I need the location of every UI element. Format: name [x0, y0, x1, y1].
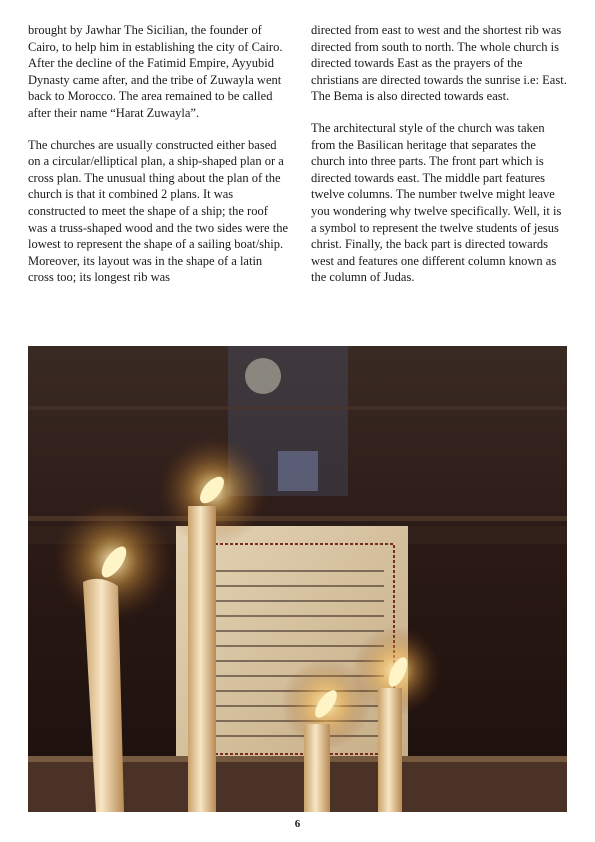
left-paragraph-2: The churches are usually constructed either based on a circular/elliptical plan, a ship-shaped plan or a cross plan. The unusual thing about the plan of the church is that it combined 2 plans. It was constructed to meet the shape of a ship; the roof was a truss-shaped wood and the two sides were the lowest to represent the shape of a sailing boat/ship. Moreover, its layout was in the shape of a latin cross too; its longest rib was	[28, 137, 289, 285]
right-paragraph-1: directed from east to west and the shortest rib was directed from south to north. The whole church is directed towards East as the prayers of the christians are directed towards the sunrise i.e: East. The Bema is also directed towards east.	[311, 23, 567, 104]
candles-photo	[28, 346, 567, 812]
left-paragraph-1: brought by Jawhar The Sicilian, the founder of Cairo, to help him in establishing the city of Cairo. After the decline of the Fatimid Empire, Ayyubid Dynasty came after, and the tribe of Zuwayla went back to Morocco. The area remained to be called after their name “Harat Zuwayla”.	[28, 23, 283, 120]
page-number: 6	[294, 818, 301, 830]
right-paragraph-2: The architectural style of the church was taken from the Basilican heritage that separates the church into three parts. The front part which is directed towards east. The middle part features twelve columns. The number twelve might leave you wondering why twelve specifically. Well, it is a symbol to represent the twelve students of jesus christ. Finally, the back part is directed towards west and features one different column known as the column of Judas.	[311, 120, 562, 285]
right-text-column	[311, 22, 569, 301]
left-text-column	[28, 22, 288, 301]
